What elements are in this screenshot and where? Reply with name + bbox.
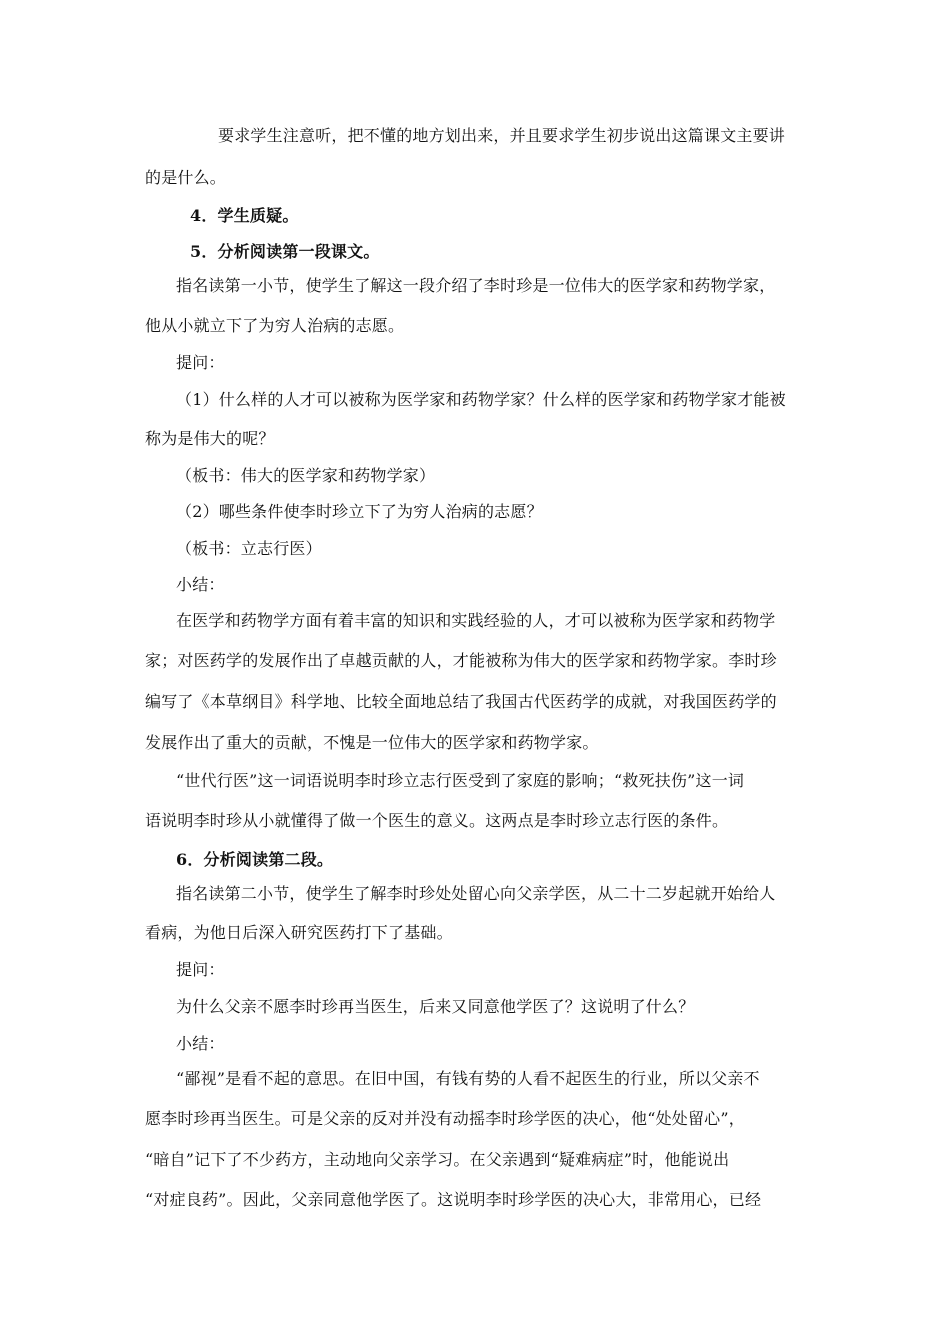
text-line-26: “鄙视”是看不起的意思。在旧中国，有钱有势的人看不起医生的行业，所以父亲不	[176, 1069, 760, 1088]
text-line-16: 编写了《本草纲目》科学地、比较全面地总结了我国古代医药学的成就，对我国医药学的	[145, 692, 777, 711]
section-heading-4: 4．学生质疑。	[190, 206, 299, 225]
text-line-1: 要求学生注意听，把不懂的地方划出来，并且要求学生初步说出这篇课文主要讲	[218, 126, 786, 145]
section-heading-6: 6．分析阅读第二段。	[176, 850, 334, 869]
text-line-19: 语说明李时珍从小就懂得了做一个医生的意义。这两点是李时珍立志行医的条件。	[145, 811, 729, 830]
text-line-11: （2）哪些条件使李时珍立下了为穷人治病的志愿？	[176, 502, 543, 521]
summary-label-2: 小结：	[176, 1034, 225, 1053]
text-line-15: 家；对医药学的发展作出了卓越贡献的人，才能被称为伟大的医学家和药物学家。李时珍	[145, 651, 777, 670]
text-line-17: 发展作出了重大的贡献，不愧是一位伟大的医学家和药物学家。	[145, 733, 599, 752]
text-line-18: “世代行医”这一词语说明李时珍立志行医受到了家庭的影响；“救死扶伤”这一词	[176, 771, 745, 790]
text-line-24: 为什么父亲不愿李时珍再当医生，后来又同意他学医了？这说明了什么？	[176, 997, 695, 1016]
text-line-22: 看病，为他日后深入研究医药打下了基础。	[145, 923, 453, 942]
text-line-14: 在医学和药物学方面有着丰富的知识和实践经验的人，才可以被称为医学家和药物学	[176, 611, 776, 630]
summary-label: 小结：	[176, 575, 225, 594]
text-line-6: 他从小就立下了为穷人治病的志愿。	[145, 316, 405, 335]
blackboard-note-1: （板书：伟大的医学家和药物学家）	[176, 466, 436, 485]
text-line-29: “对症良药”。因此，父亲同意他学医了。这说明李时珍学医的决心大，非常用心，已经	[145, 1190, 762, 1209]
text-line-28: “暗自”记下了不少药方，主动地向父亲学习。在父亲遇到“疑难病症”时，他能说出	[145, 1150, 730, 1169]
blackboard-note-2: （板书：立志行医）	[176, 539, 322, 558]
question-label: 提问：	[176, 353, 225, 372]
question-label-2: 提问：	[176, 960, 225, 979]
text-line-8: （1）什么样的人才可以被称为医学家和药物学家？什么样的医学家和药物学家才能被	[176, 390, 786, 409]
text-line-2: 的是什么。	[145, 168, 227, 187]
text-line-5: 指名读第一小节，使学生了解这一段介绍了李时珍是一位伟大的医学家和药物学家，	[176, 276, 776, 295]
text-line-27: 愿李时珍再当医生。可是父亲的反对并没有动摇李时珍学医的决心，他“处处留心”，	[145, 1109, 745, 1128]
text-line-21: 指名读第二小节，使学生了解李时珍处处留心向父亲学医，从二十二岁起就开始给人	[176, 884, 776, 903]
text-line-9: 称为是伟大的呢？	[145, 429, 275, 448]
section-heading-5: 5．分析阅读第一段课文。	[190, 242, 380, 261]
